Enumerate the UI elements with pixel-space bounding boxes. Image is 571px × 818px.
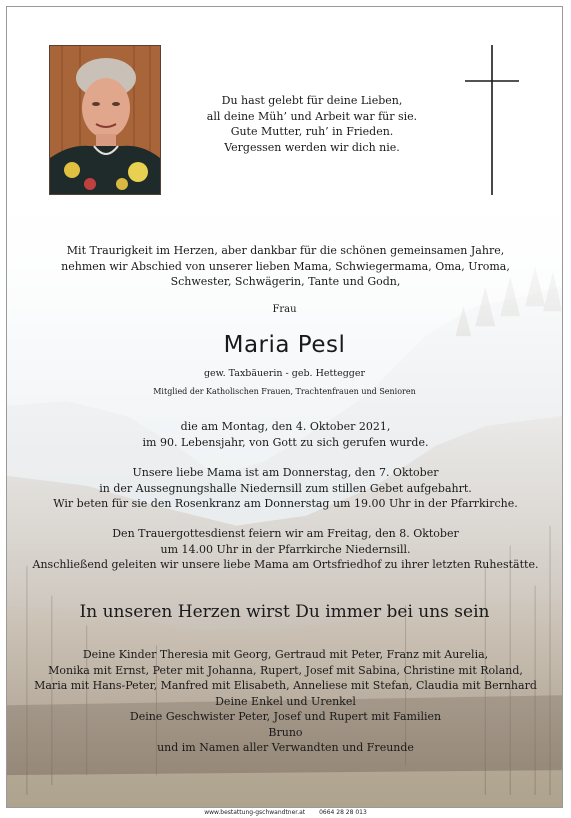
intro-line: Schwester, Schwägerin, Tante und Godn, [170, 275, 401, 288]
announcement-intro [27, 243, 544, 290]
membership-note: Mitglied der Katholischen Frauen, Trachtenfrauen und Senioren [153, 387, 416, 396]
memorial-motto: In unseren Herzen wirst Du immer bei uns sein [79, 602, 490, 622]
salutation: Frau [272, 304, 297, 315]
death-notice [17, 419, 554, 450]
family-line: Deine Kinder Theresia mit Georg, Gertraud mit Peter, Franz mit Aurelia, [82, 648, 489, 661]
portrait-image [50, 46, 160, 194]
intro-line: Mit Traurigkeit im Herzen, aber dankbar für die schönen gemeinsamen Jahre, [66, 244, 505, 257]
birth-name: gew. Taxbäuerin - geb. Hettegger [203, 368, 366, 379]
funeral-notice [17, 526, 554, 573]
death-notice-line: im 90. Lebensjahr, von Gott zu sich gerufen wurde. [142, 435, 429, 449]
family-line: Maria mit Hans-Peter, Manfred mit Elisabeth, Anneliese mit Stefan, Claudia mit Bernhard [34, 679, 537, 692]
verse-line: Gute Mutter, ruh’ in Frieden. [230, 125, 394, 138]
family-line: Bruno [268, 725, 303, 739]
cross-icon [465, 45, 519, 195]
deceased-name: Maria Pesl [223, 332, 346, 358]
footer-contact [0, 809, 571, 816]
funeral-line: um 14.00 Uhr in der Pfarrkirche Niedernsill. [160, 542, 411, 556]
viewing-line: in der Aussegnungshalle Niedernsill zum stillen Gebet aufgebahrt. [99, 481, 472, 495]
family-line: Deine Enkel und Urenkel [215, 694, 356, 708]
family-line: und im Namen aller Verwandten und Freunde [157, 741, 414, 754]
viewing-line: Unsere liebe Mama ist am Donnerstag, den 7. Oktober [132, 466, 439, 479]
family-mourners [17, 647, 554, 756]
obituary-card [6, 6, 563, 808]
funeral-line: Anschließend geleiten wir unsere liebe Mama am Ortsfriedhof zu ihrer letzten Ruhestätte. [32, 558, 539, 571]
funeral-line: Den Trauergottesdienst feiern wir am Freitag, den 8. Oktober [112, 527, 459, 540]
intro-line: nehmen wir Abschied von unserer lieben Mama, Schwiegermama, Oma, Uroma, [61, 259, 510, 273]
memorial-verse [167, 93, 457, 155]
footer-phone: 0664 28 28 013 [319, 809, 367, 816]
viewing-line: Wir beten für sie den Rosenkranz am Donnerstag um 19.00 Uhr in der Pfarrkirche. [53, 497, 518, 510]
family-line: Deine Geschwister Peter, Josef und Rupert mit Familien [129, 710, 442, 723]
verse-line: Du hast gelebt für deine Lieben, [221, 94, 403, 107]
family-line: Monika mit Ernst, Peter mit Johanna, Rupert, Josef mit Sabina, Christine mit Roland, [48, 663, 523, 677]
verse-line: all deine Müh’ und Arbeit war für sie. [206, 109, 418, 123]
portrait-photo [49, 45, 161, 195]
footer-website: www.bestattung-gschwandtner.at [204, 809, 306, 816]
death-notice-line: die am Montag, den 4. Oktober 2021, [180, 420, 391, 433]
viewing-notice [17, 465, 554, 512]
verse-line: Vergessen werden wir dich nie. [224, 140, 400, 154]
